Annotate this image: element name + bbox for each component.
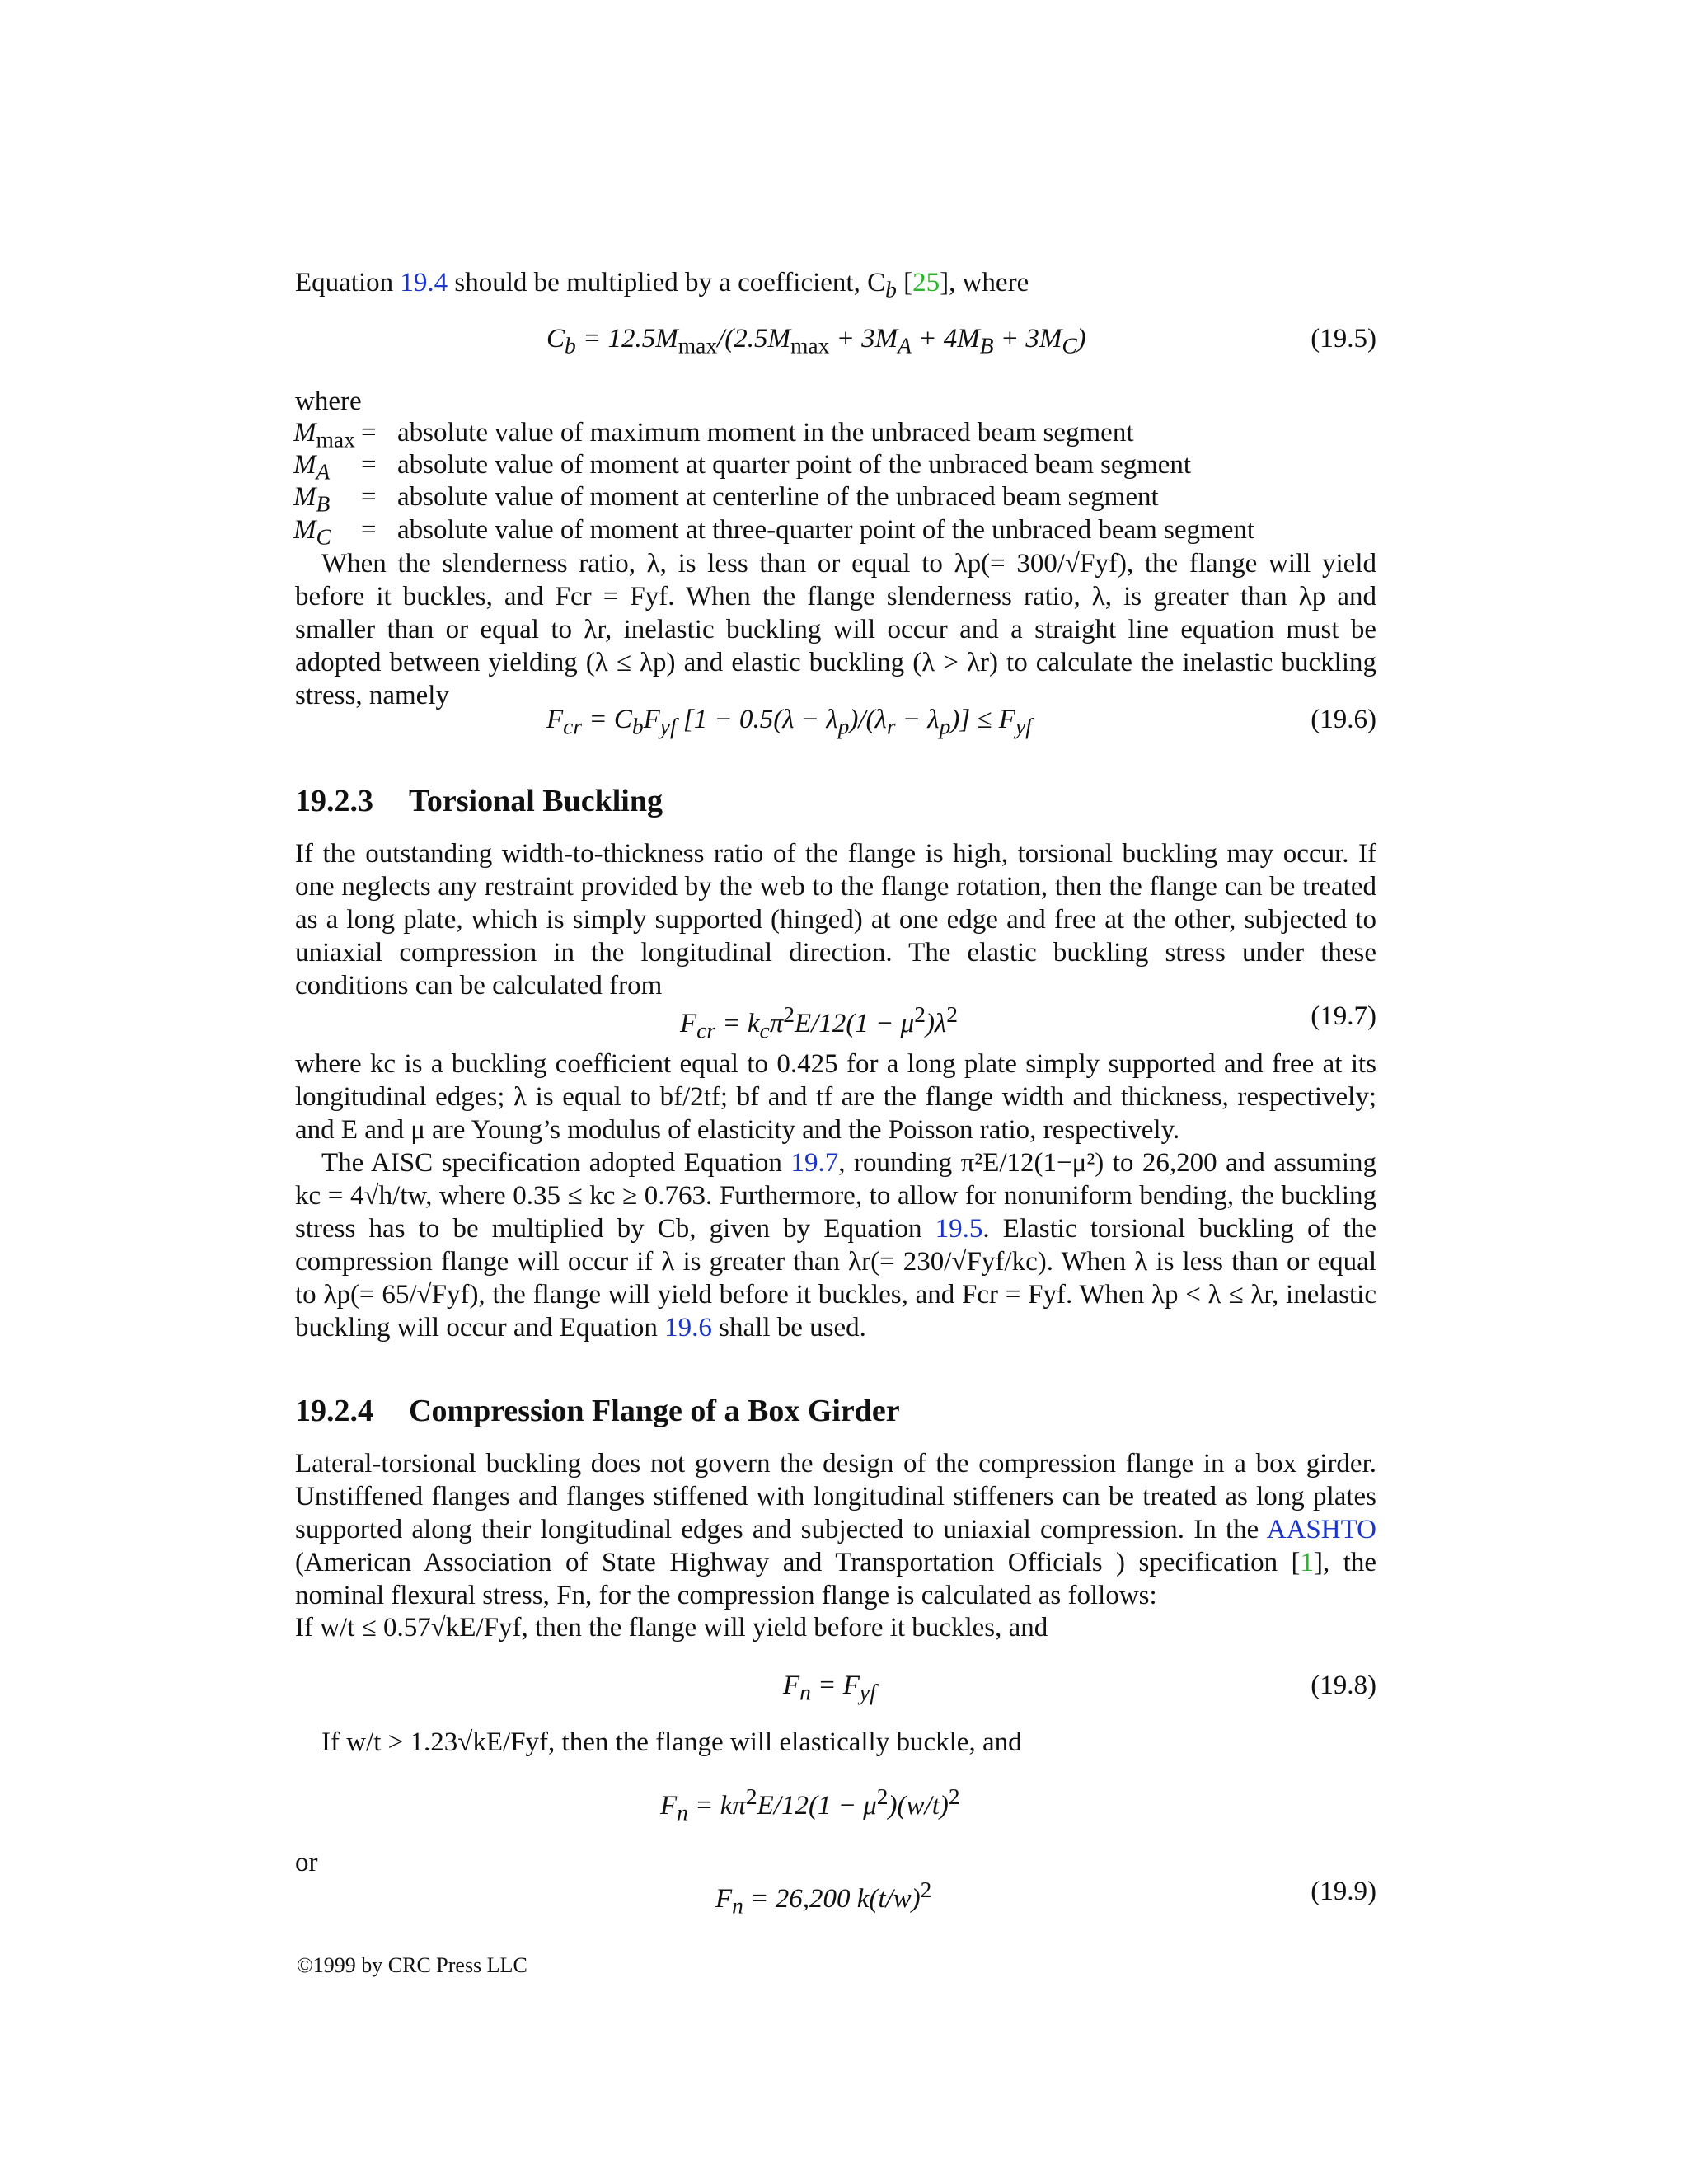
section-title: Compression Flange of a Box Girder [409, 1394, 900, 1428]
text: ], where [940, 268, 1029, 298]
section-title: Torsional Buckling [409, 784, 663, 818]
section-number: 19.2.4 [295, 1394, 373, 1428]
section-heading [295, 783, 663, 819]
equation-number: (19.7) [1311, 1001, 1376, 1031]
text: Equation [295, 268, 401, 298]
copyright-footer: ©1999 by CRC Press LLC [297, 1953, 528, 1977]
equation-number: (19.6) [1311, 705, 1376, 734]
equation-number: (19.5) [1311, 324, 1376, 354]
text: ], the nominal flexural stress, Fn, for the compression flange is calculated as follows: [295, 1548, 1376, 1610]
slenderness-paragraph: When the slenderness ratio, λ, is less than or equal to λp(= 300/√Fyf), the flange will yield before it buckles, and Fcr = Fyf. When the flange slenderness ratio, λ, is greater than λp and smaller than or equal to λr, inelastic buckling will occur and a straight line equation must be adopted between yielding (λ ≤ λp) and elastic buckling (λ > λr) to calculate the inelastic buckling stress, namely [295, 549, 1376, 710]
text: (American Association of State Highway and Transportation Officials ) specification [ [295, 1548, 1301, 1577]
citation-link-1[interactable]: 1 [1300, 1548, 1314, 1577]
or-label: or [295, 1848, 318, 1877]
aashto-link[interactable]: AASHTO [1266, 1515, 1376, 1544]
text: [ [896, 268, 913, 298]
equation-number: (19.9) [1311, 1877, 1376, 1906]
yield-condition-paragraph: If w/t ≤ 0.57√kE/Fyf, then the flange will yield before it buckles, and [295, 1613, 1048, 1643]
equation-formula: $F_n = 26,200$ $k(t/w)^2$ [715, 1877, 932, 1919]
text: should be multiplied by a coefficient, C [448, 268, 886, 298]
equation-19-5 [295, 324, 1376, 362]
equation-link-19-7[interactable]: 19.7 [790, 1148, 839, 1178]
equation-link-19-5[interactable]: 19.5 [935, 1214, 983, 1244]
equation-19-7 [295, 1001, 1376, 1043]
definition-row: $M_C$ = absolute value of moment at three-quarter point of the unbraced beam segment [293, 515, 1255, 550]
equation-19-8 [295, 1671, 1376, 1708]
text: , rounding π²E/12(1−μ²) to 26,200 and assuming kc = 4√h/tw, where 0.35 ≤ kc ≥ 0.763. Furthermore, to allow for nonuniform bending, the buckling stress has to be multiplied by Cb, given by Equation [295, 1148, 1376, 1244]
equation-link-19-6[interactable]: 19.6 [664, 1313, 712, 1343]
elastic-buckle-paragraph: If w/t > 1.23√kE/Fyf, then the flange will elastically buckle, and [321, 1727, 1022, 1757]
equation-19-6 [295, 705, 1376, 743]
intro-paragraph [295, 266, 1029, 307]
where-label: where [295, 387, 362, 416]
equation-formula: $F_n = F_{yf}$ [783, 1671, 876, 1705]
text: Lateral-torsional buckling does not govern the design of the compression flange in a box girder. Unstiffened flanges and flanges stiffened with longitudinal stiffeners can be treated as long plates supported along their longitudinal edges and subjected to uniaxial compression. In the [295, 1449, 1376, 1544]
torsional-buckling-paragraph: If the outstanding width-to-thickness ratio of the flange is high, torsional buckling may occur. If one neglects any restraint provided by the web to the flange rotation, then the flange can be treated as a long plate, which is simply supported (hinged) at one edge and free at the other, subjected to uniaxial compression in the longitudinal direction. The elastic buckling stress under these conditions can be calculated from [295, 839, 1376, 1001]
equation-number: (19.8) [1311, 1671, 1376, 1700]
section-heading [295, 1393, 900, 1429]
buckling-coefficient-paragraph: where kc is a buckling coefficient equal to 0.425 for a long plate simply supported and free at its longitudinal edges; λ is equal to bf/2tf; bf and tf are the flange width and thickness, respectively; and E and μ are Young’s modulus of elasticity and the Poisson ratio, respectively. [295, 1049, 1376, 1145]
equation-link-19-4[interactable]: 19.4 [400, 268, 448, 298]
definition-row: $M_{max}$ = absolute value of maximum moment in the unbraced beam segment [293, 418, 1134, 452]
definition-row: $M_A$ = absolute value of moment at quarter point of the unbraced beam segment [293, 450, 1192, 485]
equation-formula: $F_{cr} = k_c\pi^2E/12(1 - \mu^2)\lambda^2$ [680, 1001, 958, 1043]
box-girder-paragraph [295, 1447, 1376, 1612]
equation-formula: $F_n = k\pi^2E/12(1 - \mu^2)(w/t)^2$ [660, 1783, 960, 1825]
citation-link-25[interactable]: 25 [912, 268, 940, 298]
aisc-paragraph [295, 1146, 1376, 1344]
subscript: b [885, 276, 897, 302]
text: The AISC specification adopted Equation [321, 1148, 791, 1178]
definition-row: $M_B$ = absolute value of moment at centerline of the unbraced beam segment [293, 482, 1159, 517]
equation-unnumbered [295, 1783, 1376, 1825]
equation-formula: $F_{cr} = C_bF_{yf}$ $[1 - 0.5(\lambda - \lambda_p)/(\lambda_r - \lambda_p)] \le F_{yf}$ [546, 705, 1032, 739]
text: . Elastic torsional buckling of the compression flange will occur if λ is greater than λr(= 230/√Fyf/kc). When λ is less than or equal to λp(= 65/√Fyf), the flange will yield before it buckles, and Fcr = Fyf. When λp < λ ≤ λr, inelastic buckling will occur and Equation [295, 1214, 1376, 1343]
equation-19-9 [295, 1877, 1376, 1919]
text: shall be used. [711, 1313, 866, 1343]
equation-formula: $C_b = 12.5M_{max}/(2.5M_{max} + 3M_A + 4M_B + 3M_C)$ [546, 324, 1086, 359]
section-number: 19.2.3 [295, 784, 373, 818]
